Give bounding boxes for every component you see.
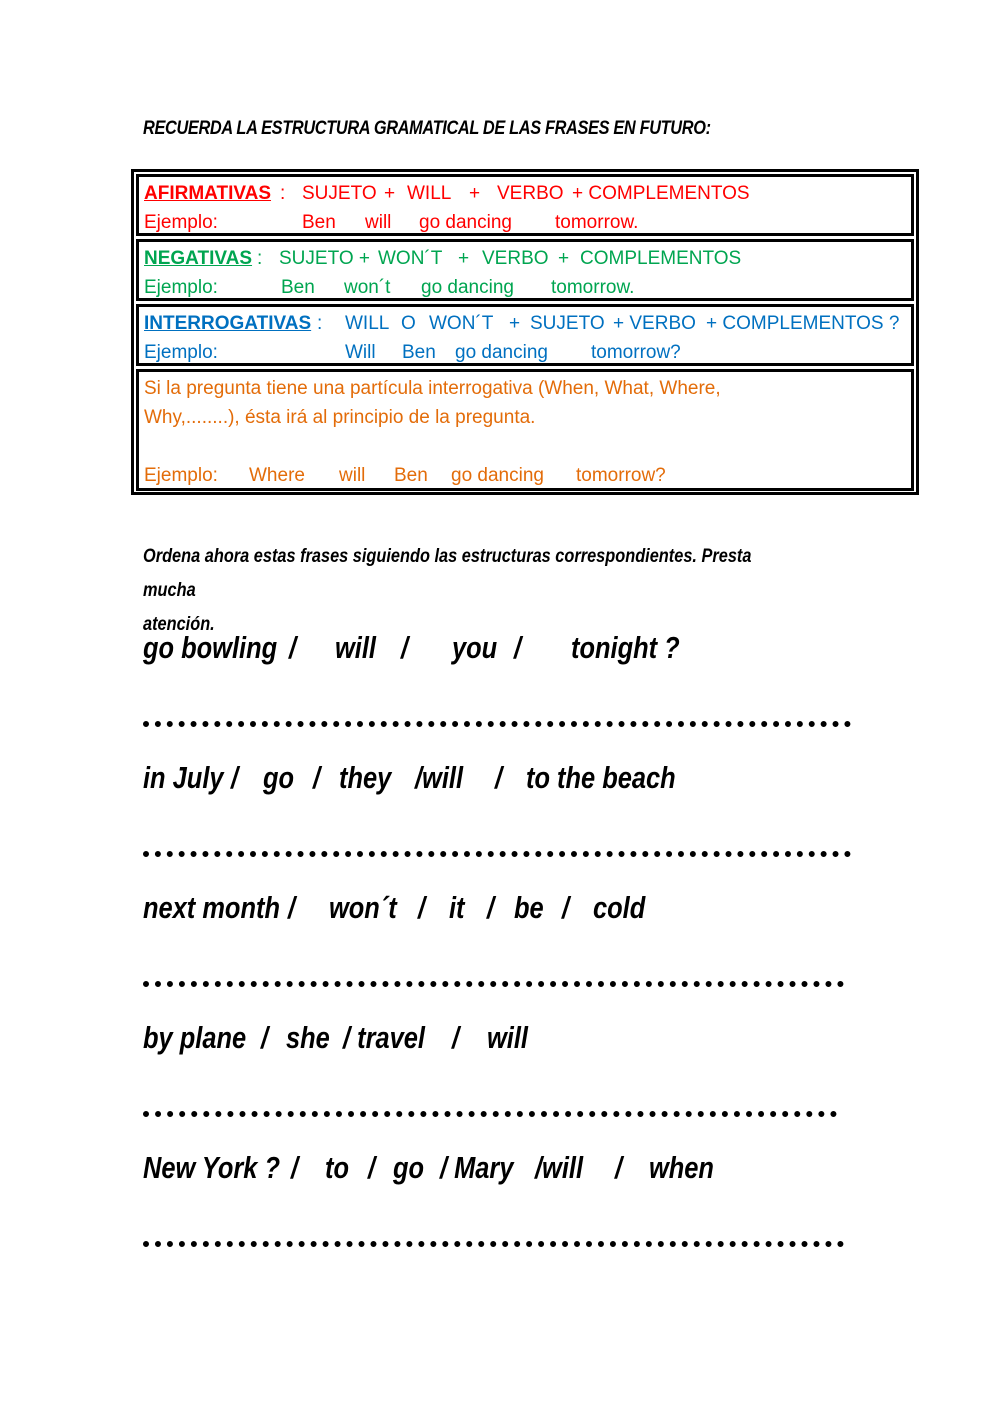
word-chip: to (325, 1150, 349, 1185)
affirmative-box (136, 174, 914, 236)
example-token: tomorrow. (551, 277, 635, 298)
answer-input-5[interactable] (143, 1217, 844, 1247)
note-line (144, 403, 906, 432)
word-chip: it (449, 890, 465, 925)
affirmative-label: AFIRMATIVAS (144, 183, 272, 204)
structure-token: + VERBO (613, 313, 696, 334)
slash: / (514, 630, 522, 665)
word-chip: to the beach (526, 760, 676, 795)
negative-structure-row (144, 244, 906, 273)
answer-input-3[interactable] (143, 957, 844, 987)
example-token: go dancing (451, 465, 544, 486)
word-chip: you (452, 630, 498, 665)
structure-token: WON´T (378, 248, 443, 269)
interrogative-example-row (144, 338, 906, 367)
example-label: Ejemplo: (144, 465, 218, 486)
word-chip: / Mary (440, 1150, 514, 1185)
structure-token: + (384, 183, 396, 204)
example-token: will (339, 465, 366, 486)
slash: / (562, 890, 570, 925)
structure-token: + COMPLEMENTOS ? (706, 313, 900, 334)
interrogative-colon: : (317, 313, 323, 334)
structure-token: SUJETO (530, 313, 605, 334)
word-chip: will (487, 1020, 528, 1055)
word-chip: will (335, 630, 376, 665)
structure-token: WILL (345, 313, 390, 334)
page-title: RECUERDA LA ESTRUCTURA GRAMATICAL DE LAS FRASES EN FUTURO: (143, 118, 711, 139)
word-chip: when (649, 1150, 714, 1185)
slash: / (487, 890, 495, 925)
note-spacer (144, 432, 906, 461)
word-chip: go (263, 760, 295, 795)
example-token: tomorrow? (576, 465, 666, 486)
example-token: Ben (281, 277, 315, 298)
example-token: will (365, 212, 392, 233)
example-token: tomorrow. (555, 212, 639, 233)
slash: / (401, 630, 409, 665)
word-chip: tonight ? (571, 630, 680, 665)
note-line (144, 374, 906, 403)
structure-token: + COMPLEMENTOS (572, 183, 750, 204)
structure-token: SUJETO + (279, 248, 370, 269)
example-token: Ben (302, 212, 336, 233)
affirmative-structure-row (144, 179, 906, 208)
example-token: go dancing (419, 212, 512, 233)
note-box (136, 369, 914, 491)
structure-token: WON´T (429, 313, 494, 334)
example-token: Where (249, 465, 305, 486)
answer-input-1[interactable] (143, 697, 851, 727)
slash: /will (415, 760, 464, 795)
slash: / (291, 1150, 299, 1185)
interrogative-label: INTERROGATIVAS (144, 313, 312, 334)
example-token: go dancing (421, 277, 514, 298)
word-chip: go (393, 1150, 425, 1185)
interrogative-structure-row (144, 309, 906, 338)
example-label: Ejemplo: (144, 277, 218, 298)
interrogative-box (136, 304, 914, 366)
negative-colon: : (257, 248, 263, 269)
slash: / (231, 760, 239, 795)
negative-example-row (144, 273, 906, 302)
word-chip: she (286, 1020, 330, 1055)
structure-token: + (558, 248, 570, 269)
answer-input-4[interactable] (143, 1087, 837, 1117)
structure-token: O (401, 313, 416, 334)
slash: / (452, 1020, 460, 1055)
instructions-line: Ordena ahora estas frases siguiendo las estructuras correspondientes. Presta mucha (143, 546, 752, 601)
instructions-line: atención. (143, 614, 215, 635)
structure-token: + (469, 183, 481, 204)
word-chip: be (514, 890, 544, 925)
example-token: Will (345, 342, 376, 363)
slash: / (288, 890, 296, 925)
word-chip: New York ? (143, 1150, 281, 1185)
example-token: Ben (402, 342, 436, 363)
structure-token: + (509, 313, 521, 334)
slash: / (615, 1150, 623, 1185)
word-chip: won´t (329, 890, 397, 925)
note-text: Si la pregunta tiene una partícula interrogativa (When, What, Where, (144, 378, 721, 399)
slash: / (261, 1020, 269, 1055)
structure-token: VERBO (497, 183, 564, 204)
slash: / (418, 890, 426, 925)
example-label: Ejemplo: (144, 342, 218, 363)
negative-box (136, 239, 914, 301)
slash: / (495, 760, 503, 795)
example-token: tomorrow? (591, 342, 681, 363)
note-text: Why,........), ésta irá al principio de la pregunta. (144, 407, 536, 428)
example-token: won´t (344, 277, 391, 298)
word-chip: in July (143, 760, 224, 795)
slash: / (313, 760, 321, 795)
answer-input-2[interactable] (143, 827, 851, 857)
structure-token: COMPLEMENTOS (580, 248, 742, 269)
negative-label: NEGATIVAS (144, 248, 253, 269)
word-chip: cold (593, 890, 646, 925)
word-chip: by plane (143, 1020, 247, 1055)
example-token: go dancing (455, 342, 548, 363)
slash: / (368, 1150, 376, 1185)
structure-token: VERBO (482, 248, 549, 269)
word-chip: they (339, 760, 392, 795)
structure-token: SUJETO (302, 183, 377, 204)
word-chip: /will (535, 1150, 584, 1185)
structure-token: + (458, 248, 470, 269)
word-chip: / travel (343, 1020, 425, 1055)
example-token: Ben (394, 465, 428, 486)
affirmative-example-row (144, 208, 906, 237)
affirmative-colon: : (280, 183, 286, 204)
structure-token: WILL (407, 183, 452, 204)
word-chip: go bowling (143, 630, 278, 665)
slash: / (289, 630, 297, 665)
example-label: Ejemplo: (144, 212, 218, 233)
word-chip: next month (143, 890, 280, 925)
note-example-row (144, 461, 906, 490)
